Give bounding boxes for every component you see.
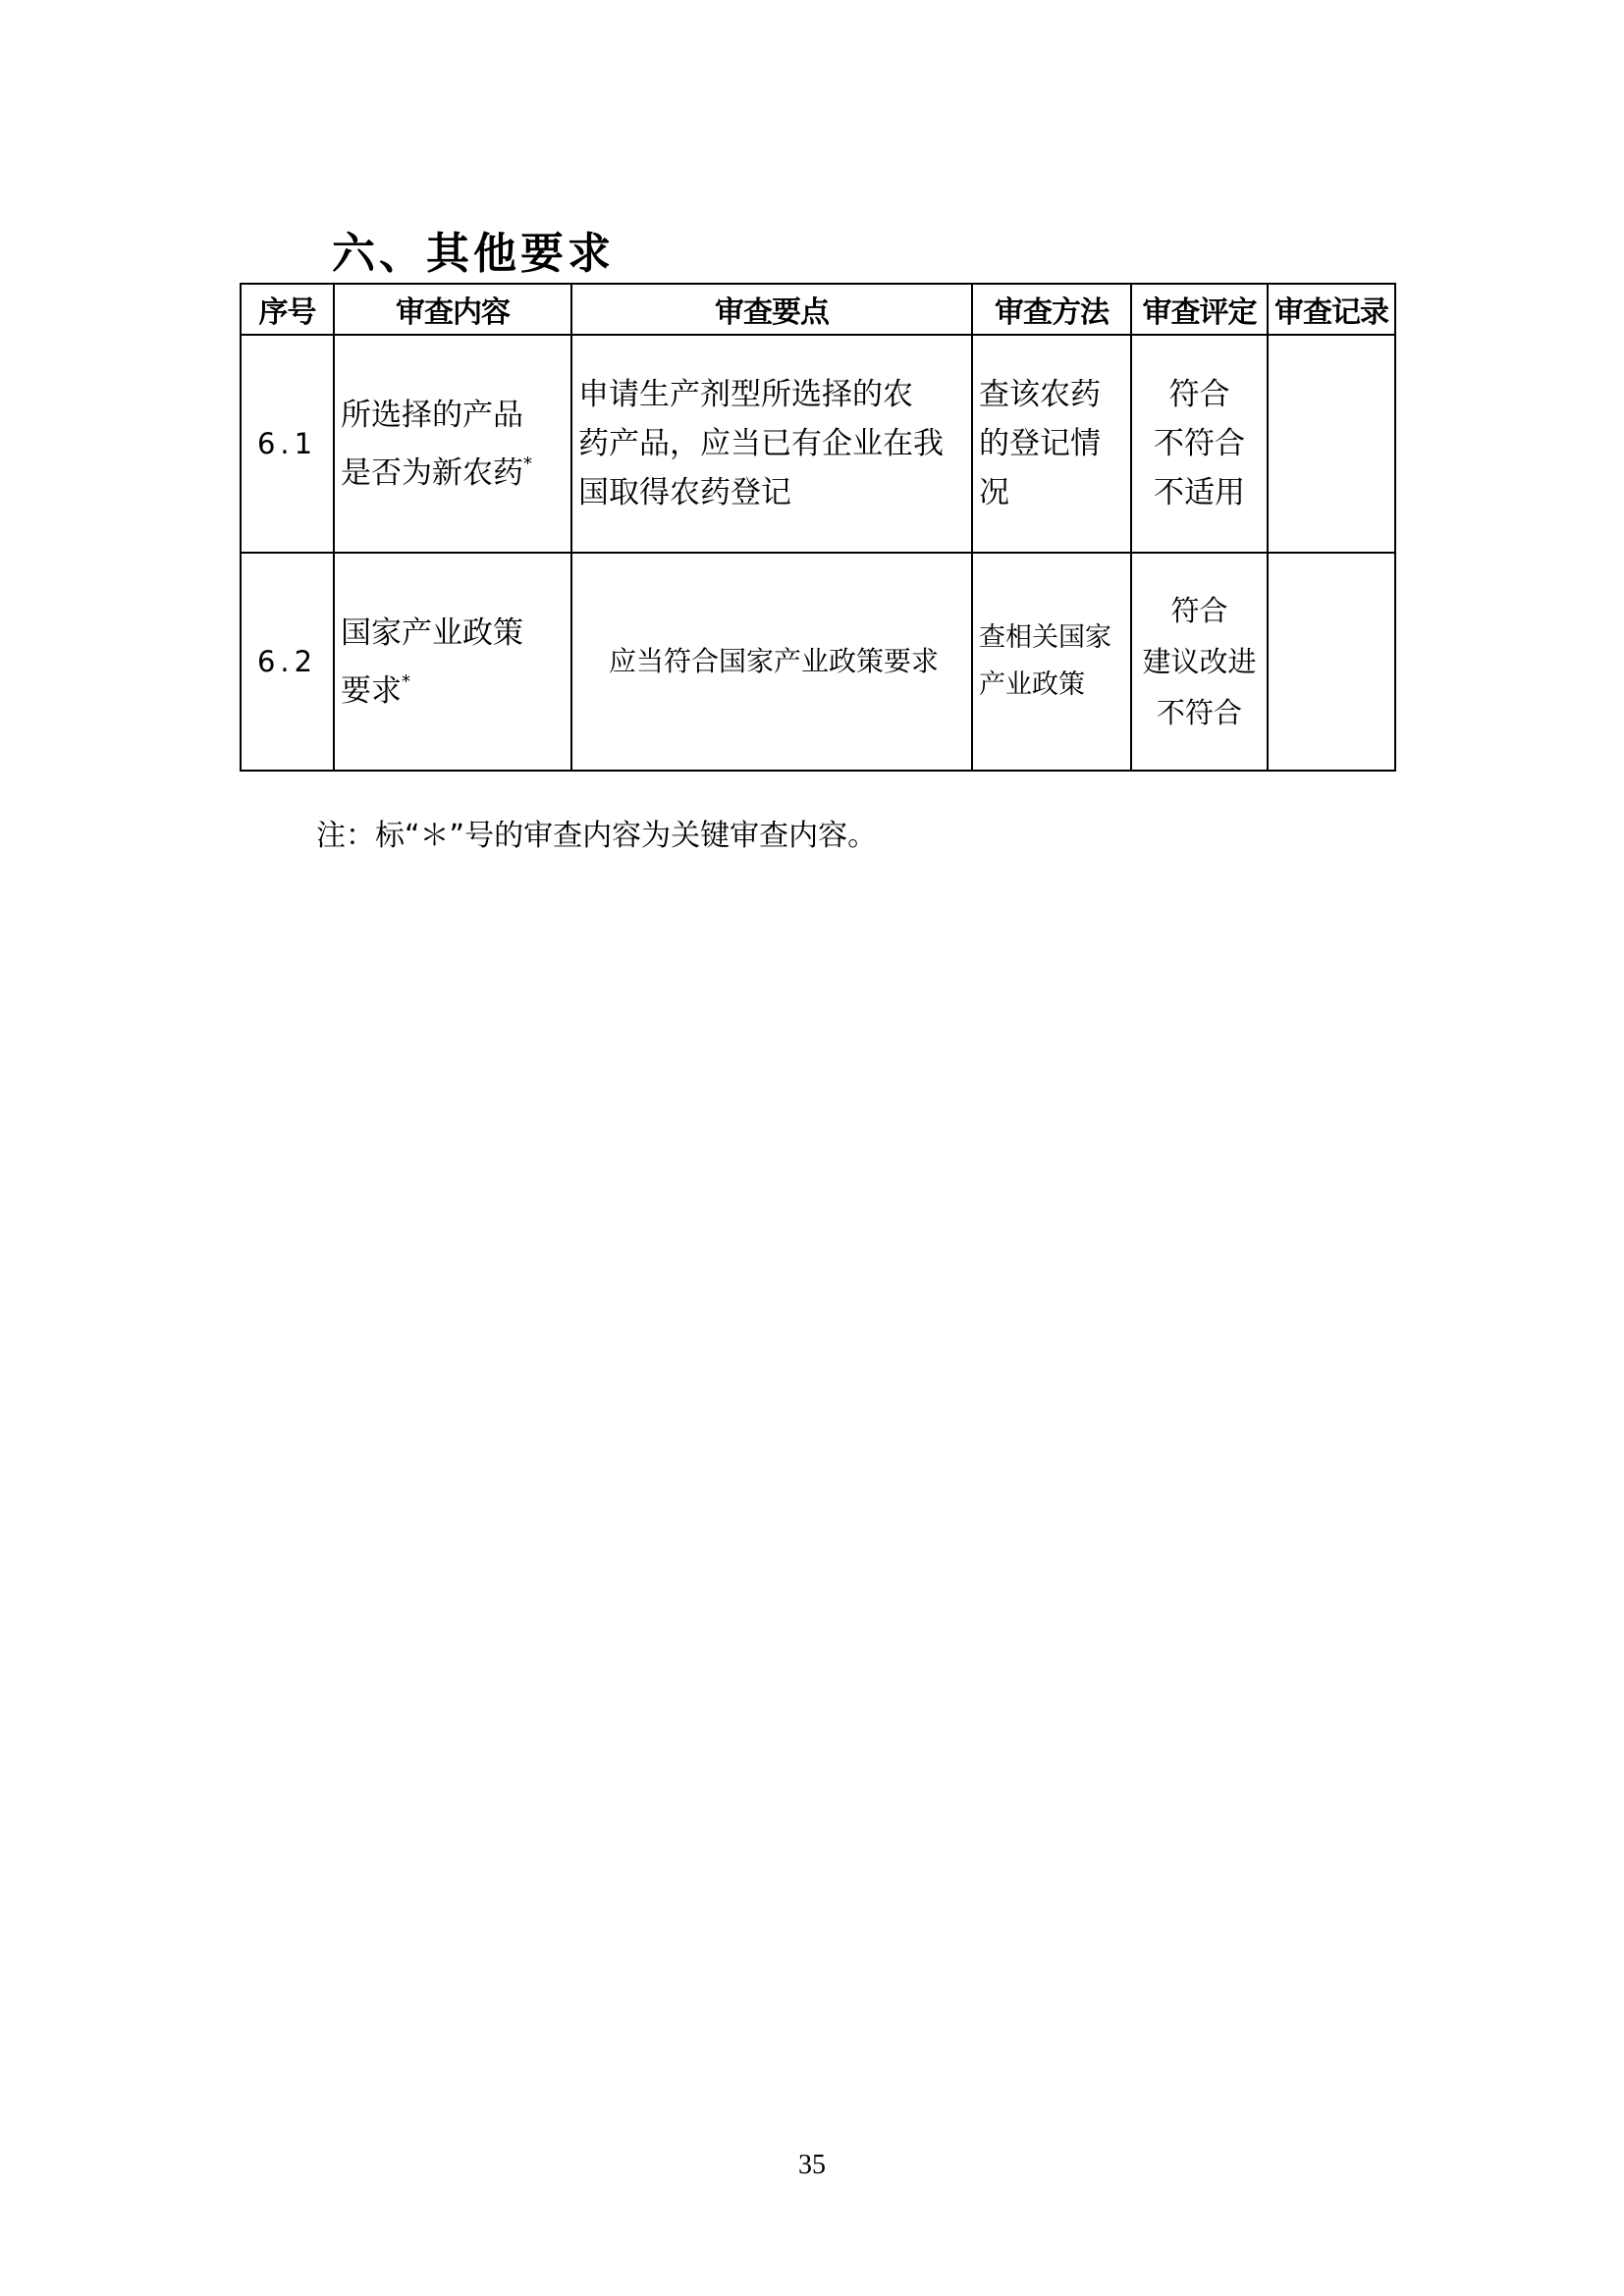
content-cell	[334, 335, 571, 553]
seq-cell	[241, 553, 334, 771]
content-line: 国家产业政策	[341, 614, 523, 651]
seq-cell	[241, 335, 334, 553]
header-record: 审查记录	[1268, 284, 1395, 335]
point-line: 应当符合国家产业政策要求	[608, 645, 939, 677]
content-cell	[334, 553, 571, 771]
content-line	[341, 658, 568, 716]
point-cell	[571, 335, 972, 553]
record-cell[interactable]	[1268, 335, 1395, 553]
point-line: 国取得农药登记	[578, 475, 791, 510]
key-item-mark: *	[523, 453, 532, 474]
key-item-mark: *	[402, 670, 410, 692]
method-line: 的登记情	[979, 426, 1101, 461]
table-row	[241, 553, 1395, 771]
header-seq: 序号	[241, 284, 334, 335]
eval-option: 建议改进	[1142, 645, 1257, 678]
method-line: 查相关国家	[979, 622, 1111, 653]
method-line: 产业政策	[979, 669, 1085, 700]
eval-option: 不适用	[1154, 475, 1245, 510]
header-content: 审查内容	[334, 284, 571, 335]
content-line: 所选择的产品	[341, 397, 523, 433]
table-header-row	[241, 284, 1395, 335]
content-line	[341, 440, 568, 498]
method-cell	[972, 335, 1131, 553]
method-line: 查该农药	[979, 377, 1101, 412]
point-line: 申请生产剂型所选择的农	[578, 377, 913, 412]
eval-option: 符合	[1170, 594, 1228, 627]
footnote: 注：标“＊”号的审查内容为关键审查内容。	[316, 819, 878, 853]
eval-option: 不符合	[1154, 426, 1245, 461]
table-row	[241, 335, 1395, 553]
method-line: 况	[979, 475, 1009, 510]
seq-value: 6.1	[256, 427, 318, 460]
point-cell	[571, 553, 972, 771]
eval-cell	[1131, 553, 1268, 771]
content-text: 是否为新农药	[341, 454, 523, 491]
point-line: 药产品，应当已有企业在我	[578, 426, 944, 461]
method-cell	[972, 553, 1131, 771]
header-eval: 审查评定	[1131, 284, 1268, 335]
seq-value: 6.2	[256, 645, 318, 678]
eval-option: 符合	[1168, 377, 1230, 412]
record-cell[interactable]	[1268, 553, 1395, 771]
page-number: 35	[798, 2150, 826, 2180]
header-point: 审查要点	[571, 284, 972, 335]
eval-option: 不符合	[1156, 696, 1242, 729]
review-table	[240, 283, 1396, 772]
content-text: 要求	[341, 672, 402, 709]
eval-cell	[1131, 335, 1268, 553]
header-method: 审查方法	[972, 284, 1131, 335]
section-title: 六、其他要求	[332, 229, 615, 279]
